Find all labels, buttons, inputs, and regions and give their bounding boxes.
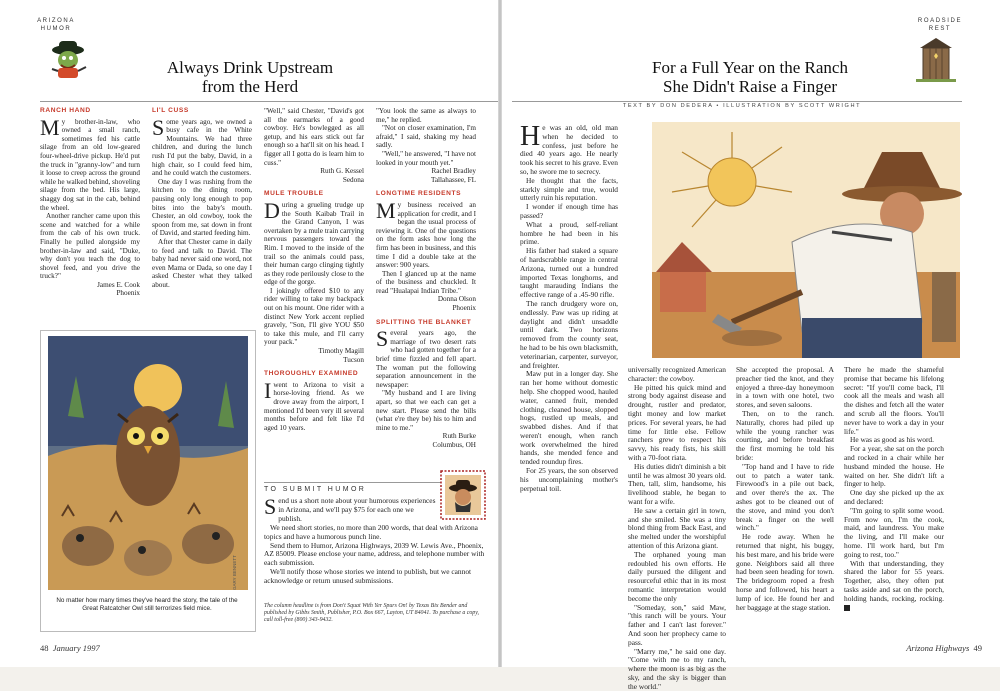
article-paragraph: I wonder if enough time has passed? xyxy=(520,203,618,221)
story-paragraph: After that Chester came in daily to feed and talk to David. The baby had never said one word, not even Mama or Dada, so one day I asked Chester what they talked about. xyxy=(152,238,252,290)
article-paragraph: There he made the shameful promise that became his lifelong secret: "If you'll come back, I'll cook all the meals and wash all the dishes and fetch all the water and scrub all the floors. You'll never have to work a day in your life." xyxy=(844,366,944,436)
author-city: Columbus, OH xyxy=(376,441,476,450)
article-column-1 xyxy=(520,124,618,493)
story-head: SPLITTING THE BLANKET xyxy=(376,319,476,328)
left-folio xyxy=(40,643,100,653)
author-name: Timothy Magill xyxy=(264,347,364,356)
drop-cap: S xyxy=(376,330,388,348)
submit-paragraph: end us a short note about your humorous experiences in Arizona, and we'll pay $75 for each one we publish. xyxy=(278,496,435,523)
article-paragraph: e was an old, old man when he decided to confess, just before he died 40 years ago. He nearly took his secret to his grave. Even so, he swore me to secrecy. xyxy=(520,123,618,176)
left-headline xyxy=(150,58,350,96)
right-headline-line2: She Didn't Raise a Finger xyxy=(600,77,900,96)
byline: TEXT BY DON DEDERA • ILLUSTRATION BY SCOTT WRIGHT xyxy=(582,103,902,109)
outhouse-icon xyxy=(916,36,956,82)
author-city: Tallahassee, FL xyxy=(376,176,476,185)
article-paragraph: One day she picked up the ax and declared: xyxy=(844,489,944,507)
story-ranch-hand xyxy=(40,107,140,298)
article-paragraph: He thought that the facts, starkly simple and true, would utterly ruin his reputation. xyxy=(520,177,618,203)
story-head: LONGTIME RESIDENTS xyxy=(376,190,476,199)
story-paragraph: I jokingly offered $10 to any rider willing to take my backpack out on his mount. One rider with a distinct New York accent replied gravely, "Son, I'll give YOU $50 to take this mule, and I'll carry your pack." xyxy=(264,287,364,347)
article-column-2 xyxy=(628,366,726,691)
author-city: Sedona xyxy=(264,176,364,185)
submit-humor-text xyxy=(264,497,438,523)
article-paragraph: "Marry me," he said one day. "Come with me to my ranch, where the moon is as big as the sky, and the sky is bigger than the world." xyxy=(628,648,726,691)
right-headline xyxy=(600,58,900,96)
drop-cap: D xyxy=(264,202,280,220)
department-line2: HUMOR xyxy=(36,25,76,33)
story-paragraph: One day I was rushing from the kitchen to the dining room, pausing only long enough to pop bites into the baby's mouth. Chester, an old cowboy, took the spoon from me, sat down in front of David, and started feeding him. xyxy=(152,178,252,238)
issue-date: January 1997 xyxy=(53,643,100,653)
end-mark-icon xyxy=(844,605,850,611)
department-line1: ROADSIDE xyxy=(912,17,968,25)
owl-and-mice-illustration xyxy=(48,336,248,590)
article-paragraph: His duties didn't diminish a bit until he was almost 30 years old. Then, tall, slim, handsome, his livelihood stable, he began to want for a wife. xyxy=(628,463,726,507)
author-name: James E. Cook xyxy=(40,281,140,290)
header-rule xyxy=(512,101,962,102)
story-head: LI'L CUSS xyxy=(152,107,252,116)
article-paragraph: "Top hand and I have to ride out to patch a water tank. Firewood's in a pile out back, and over there's the ax. The ashes got to be cleaned out of the stove, and mind you don't break a finger on the well winch." xyxy=(736,463,834,533)
article-paragraph: The orphaned young man redoubled his own efforts. He daily pursued the diligent and resourceful ethic that in its most romantic interpretation would become the only xyxy=(628,551,726,604)
submit-paragraph: We'll notify those whose stories we intend to publish, but we cannot acknowledge or return unused submissions. xyxy=(264,568,486,586)
article-paragraph: The ranch drudgery wore on, endlessly. Paw was up riding at daylight and didn't unsaddle until dark. Two horizons removed from the county seat, he had to be his own blacksmith, veterinarian, carpenter, surveyor, and freighter. xyxy=(520,300,618,370)
story-paragraph: ome years ago, we owned a busy cafe in the White Mountains. We had three children, and during the lunch rush I'd put the baby, David, in a high chair, so I could feed him, and he could watch the customers. xyxy=(152,118,252,178)
article-column-3 xyxy=(736,366,834,612)
article-paragraph: He was as good as his word. xyxy=(844,436,944,445)
story-paragraph: Another rancher came upon this scene and watched for a while from the cab of his own truck. Finally he pulled alongside my brother-in-law and said, "Duke, why don't you teach the dog to shovel feed, and you drive the truck?" xyxy=(40,212,140,281)
story-paragraph: "My husband and I are living apart, so that we each can get a new start. Please send the bills (what e're they be) his to him and mine to me." xyxy=(376,389,476,432)
page-number: 48 xyxy=(40,643,49,653)
article-paragraph: With that understanding, they shared the labor for 55 years. Together, also, they often put tasks aside and sat on the porch, holding hands, rocking, rocking. xyxy=(844,559,944,603)
story-head: MULE TROUBLE xyxy=(264,190,364,199)
story-paragraph: went to Arizona to visit a horse-loving friend. As we drove away from the airport, I mentioned I'd been very ill several months before and felt like I'd aged 10 years. xyxy=(264,381,364,432)
drop-cap: M xyxy=(40,119,60,137)
story-paragraph: y business received an application for credit, and I began the usual process of reviewing it. One of the questions on the form asks how long the firm has been in business, and this time I did a double take at the answer: 900 years. xyxy=(376,201,476,269)
article-paragraph: He saw a certain girl in town, and she smiled. She was a tiny blond thing from Back East, and she melted under the worshipful attention of this Arizona giant. xyxy=(628,507,726,551)
author-name: Ruth Burke xyxy=(376,432,476,441)
left-page xyxy=(0,0,498,667)
right-folio xyxy=(906,643,982,653)
department-label-roadside-rest xyxy=(912,17,968,33)
cowboy-stamp-icon xyxy=(440,470,486,520)
article-paragraph: Maw put in a longer day. She ran her home without domestic help. She chopped wood, hauled water, canned fruit, mended clothing, cleaned house, slopped hogs, rustled up meals, and swabbed dishes. And if that weren't enough, when ranch work overwhelmed the hired hands, she mended fence and tended roundup fires. xyxy=(520,370,618,467)
submit-humor-text-continued xyxy=(264,524,486,586)
drop-cap: I xyxy=(264,382,271,400)
drop-cap: S xyxy=(264,498,276,516)
right-headline-line1: For a Full Year on the Ranch xyxy=(600,58,900,77)
cowboy-splitting-wood-illustration xyxy=(652,122,960,358)
author-name: Donna Olson xyxy=(376,295,476,304)
article-paragraph: What a proud, self-reliant hombre he had been in his prime. xyxy=(520,221,618,247)
submit-paragraph: We need short stories, no more than 200 words, that deal with Arizona topics and have a humorous punch line. xyxy=(264,524,486,542)
artist-credit: GARY BENNETT xyxy=(232,555,237,590)
headline-source-note: The column headline is from Don't Squat With Yer Spurs On! by Texas Bix Bender and published by Gibbs Smith, Publisher, P.O. Box 667, Layton, UT 84041. To purchase a copy, call toll-free (800) 343-9432. xyxy=(264,603,484,624)
article-paragraph: "I'm going to split some wood. From now on, I'm the cook, maid, and laundress. You make the living, and I'll make our home. I'll work hard, but I'm going to rest, too." xyxy=(844,507,944,560)
department-label-humor xyxy=(36,17,76,33)
story-paragraph: y brother-in-law, who owned a small ranch, sometimes fed his cattle silage from an old low-geared four-wheel-drive pickup. He'd put the truck in "granny-low" and turn it loose to creep across the ground while he walked behind, shoveling silage from the bed. His large, shaggy dog sat in the cab, behind the wheel. xyxy=(40,118,140,212)
story-paragraph: uring a grueling trudge up the South Kaibab Trail in the Grand Canyon, I was overtaken by a mule train carrying nervous passengers toward the Rim. I moved to the inside of the trail so the animals could pass, their human cargo clinging tightly as they rode perilously close to the edge of the gorge. xyxy=(264,201,364,286)
story-head: RANCH HAND xyxy=(40,107,140,116)
story-column-4 xyxy=(376,107,476,450)
illustration-caption: No matter how many times they've heard the story, the tale of the Great Ratcatcher Owl still terrorizes field mice. xyxy=(52,597,242,612)
article-paragraph: For a year, she sat on the porch and rocked in a chair while her husband minded the house. He waited on her. She didn't lift a finger to help. xyxy=(844,445,944,489)
story-column-3 xyxy=(264,107,364,432)
article-column-4 xyxy=(844,366,944,612)
article-paragraph: For 25 years, the son observed his uncomplaining mother's perpetual toil. xyxy=(520,467,618,493)
left-headline-line2: from the Herd xyxy=(150,77,350,96)
article-paragraph: He rode away. When he returned that night, his buggy, his best mare, and his bride were gone. Neighbors said all three had been seen heading for town. The bridegroom roped a fresh horse and followed, his heart a lump of ice. He found her and her baggage at the stage station. xyxy=(736,533,834,612)
story-head: THOROUGHLY EXAMINED xyxy=(264,370,364,379)
magazine-name: Arizona Highways xyxy=(906,643,969,653)
story-paragraph: "Well," he answered, "I have not looked in your mouth yet." xyxy=(376,150,476,167)
article-paragraph: "Someday, son," said Maw, "this ranch will be yours. Your father and I can't last forever." And soon her prophecy came to pass. xyxy=(628,604,726,648)
right-page xyxy=(502,0,1000,667)
article-paragraph: universally recognized American character: the cowboy. xyxy=(628,366,726,384)
article-paragraph: His father had staked a square of hardscrabble range in central Arizona, turned out a hundred imported Texas longhorns, and taught marauding Indians the effective range of a .45-90 rifle. xyxy=(520,247,618,300)
drop-cap: S xyxy=(152,119,164,137)
article-paragraph: He pitted his quick mind and strong body against disease and drought, rustler and predator, tight money and low market prices. For several years, he had time for little else. Fellow ranchers grew to respect his savvy, his ready fists, his skill with a 70-foot riata. xyxy=(628,384,726,463)
page-number: 49 xyxy=(974,643,983,653)
article-paragraph: She accepted the proposal. A preacher tied the knot, and they enjoyed a three-day honeymoon in a town with one hotel, two stores, and seven saloons. xyxy=(736,366,834,410)
submit-humor-heading: TO SUBMIT HUMOR xyxy=(264,486,476,493)
left-headline-line1: Always Drink Upstream xyxy=(150,58,350,77)
department-line2: REST xyxy=(912,25,968,33)
submit-paragraph: Send them to Humor, Arizona Highways, 2039 W. Lewis Ave., Phoenix, AZ 85009. Please enclose your name, address, and telephone number with each submission. xyxy=(264,542,486,568)
story-paragraph: everal years ago, the marriage of two desert rats who had gotten together for a brief time fizzled and fell apart. The woman put the following separation announcement in the newspaper: xyxy=(376,329,476,389)
drop-cap: M xyxy=(376,202,396,220)
author-city: Phoenix xyxy=(376,304,476,313)
story-lil-cuss xyxy=(152,107,252,289)
story-paragraph: "You look the same as always to me," he replied. xyxy=(376,107,476,124)
author-name: Rachel Bradley xyxy=(376,167,476,176)
story-paragraph: Then I glanced up at the name of the business and chuckled. It read "Hualapai Indian Tribe." xyxy=(376,270,476,296)
drop-cap: H xyxy=(520,125,540,149)
author-city: Phoenix xyxy=(40,289,140,298)
author-name: Ruth G. Kessel xyxy=(264,167,364,176)
story-paragraph: "Well," said Chester, "David's got all the earmarks of a good cowboy. He's bowlegged as all getup, and his ears stick out far enough so a hat'll sit on his head. I figger all I gotta do is learn him to cuss." xyxy=(264,107,364,167)
department-line1: ARIZONA xyxy=(36,17,76,25)
author-city: Tucson xyxy=(264,356,364,365)
header-rule xyxy=(40,101,498,102)
article-paragraph: Then, on to the ranch. Naturally, chores had piled up while the young rancher was courting, and before breakfast the first morning he told his bride: xyxy=(736,410,834,463)
story-paragraph: "Not on closer examination, I'm afraid," I said, shaking my head sadly. xyxy=(376,124,476,150)
cartoon-cowboy-icon xyxy=(44,38,92,80)
